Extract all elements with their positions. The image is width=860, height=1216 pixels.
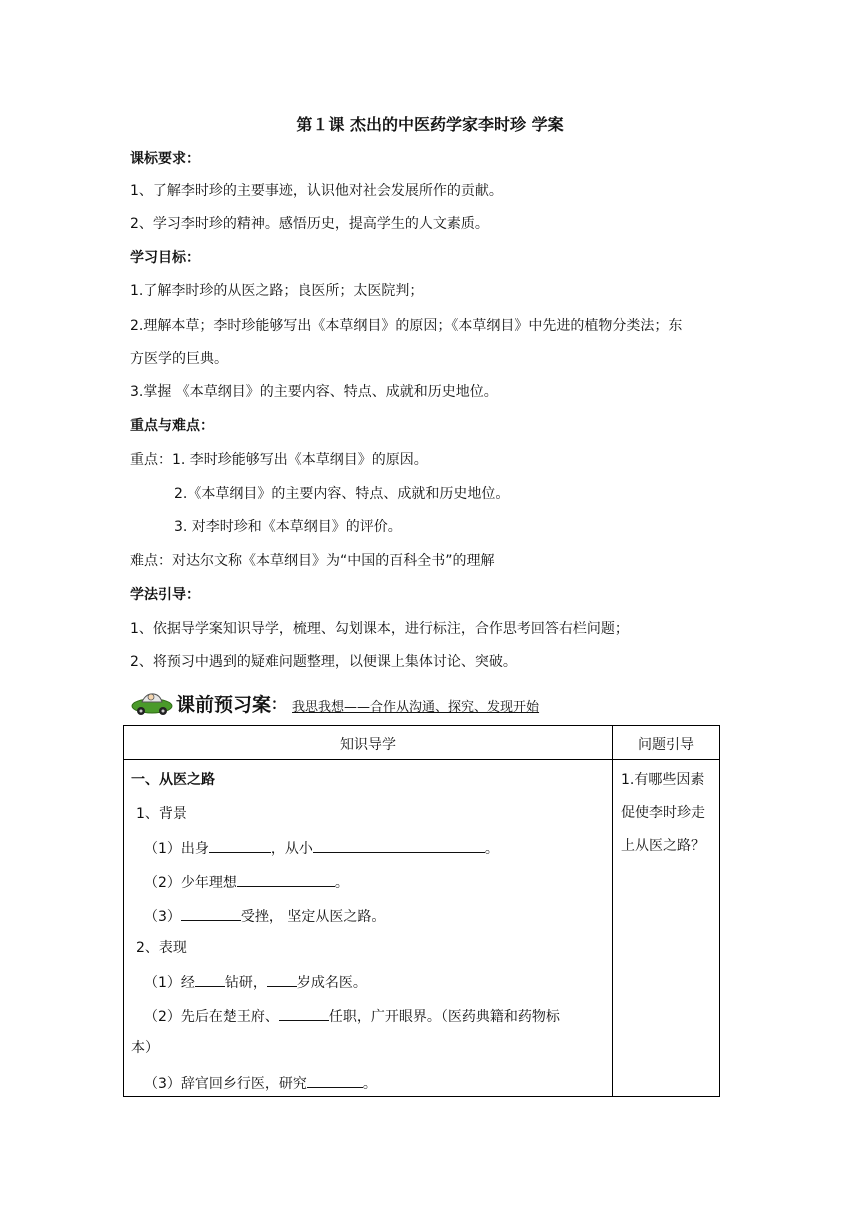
fill-line-2: （2）少年理想 。	[144, 872, 349, 892]
answer-blank[interactable]	[195, 972, 225, 987]
xuefa-item-1: 1、依据导学案知识导学，梳理、勾划课本，进行标注，合作思考回答右栏问题；	[130, 621, 629, 637]
section-heading-cong-yi: 一、从医之路	[131, 772, 215, 788]
table-header-knowledge: 知识导学	[340, 737, 396, 753]
section-header	[130, 688, 539, 718]
answer-blank[interactable]	[279, 1006, 329, 1021]
car-icon	[130, 690, 174, 716]
answer-blank[interactable]	[181, 906, 241, 921]
mubiao-heading: 学习目标：	[130, 250, 200, 266]
answer-blank[interactable]	[313, 838, 485, 853]
fill-line-4: （1）经 钻研， 岁成名医。	[144, 972, 367, 992]
answer-blank[interactable]	[267, 972, 297, 987]
section-title: 课前预习案	[176, 693, 272, 716]
table-header-question: 问题引导	[638, 737, 694, 753]
fill-line-3: （3） 受挫， 坚定从医之路。	[144, 906, 385, 926]
answer-blank[interactable]	[307, 1073, 363, 1088]
zhongdian-line-3: 3. 对李时珍和《本草纲目》的评价。	[174, 519, 402, 535]
study-table	[123, 725, 720, 1097]
zhongdian-heading: 重点与难点：	[130, 418, 214, 434]
table-column-divider	[612, 726, 613, 1096]
fill-line-6: （3）辞官回乡行医，研究 。	[144, 1073, 377, 1093]
answer-blank[interactable]	[237, 872, 335, 887]
answer-blank[interactable]	[209, 838, 271, 853]
fill-line-5: （2）先后在楚王府、 任职，广开眼界。（医药典籍和药物标	[144, 1006, 560, 1026]
question-line-2: 促使李时珍走	[621, 805, 705, 821]
zhongdian-line-1: 重点：1. 李时珍能够写出《本草纲目》的原因。	[130, 452, 428, 468]
question-line-3: 上从医之路？	[621, 838, 705, 854]
fill-line-1: （1）出身 ，从小 。	[144, 838, 499, 858]
nandian-line: 难点：对达尔文称《本草纲目》为“中国的百科全书”的理解	[130, 553, 495, 569]
xuefa-item-2: 2、将预习中遇到的疑难问题整理，以便课上集体讨论、突破。	[130, 654, 517, 670]
mubiao-item-2-cont: 方医学的巨典。	[130, 351, 228, 367]
section-subtitle: 我思我想——合作从沟通、探究、发现开始	[292, 699, 540, 715]
section-colon: ：	[271, 694, 287, 713]
kebiao-item-2: 2、学习李时珍的精神。感悟历史，提高学生的人文素质。	[130, 216, 489, 232]
sub-heading-background: 1、背景	[136, 806, 187, 822]
zhongdian-line-2: 2.《本草纲目》的主要内容、特点、成就和历史地位。	[174, 486, 510, 502]
question-line-1: 1.有哪些因素	[621, 772, 705, 788]
mubiao-item-3: 3.掌握 《本草纲目》的主要内容、特点、成就和历史地位。	[130, 384, 498, 400]
mubiao-item-2: 2.理解本草；李时珍能够写出《本草纲目》的原因；《本草纲目》中先进的植物分类法；东	[130, 318, 683, 334]
sub-heading-performance: 2、表现	[136, 940, 187, 956]
xuefa-heading: 学法引导：	[130, 587, 200, 603]
mubiao-item-1: 1.了解李时珍的从医之路；良医所；太医院判；	[130, 283, 424, 299]
table-header-divider	[124, 759, 719, 760]
kebiao-item-1: 1、了解李时珍的主要事迹，认识他对社会发展所作的贡献。	[130, 183, 503, 199]
kebiao-heading: 课标要求：	[130, 151, 200, 167]
fill-line-5-cont: 本）	[131, 1040, 159, 1056]
page-title: 第１课 杰出的中医药学家李时珍 学案	[296, 115, 564, 134]
